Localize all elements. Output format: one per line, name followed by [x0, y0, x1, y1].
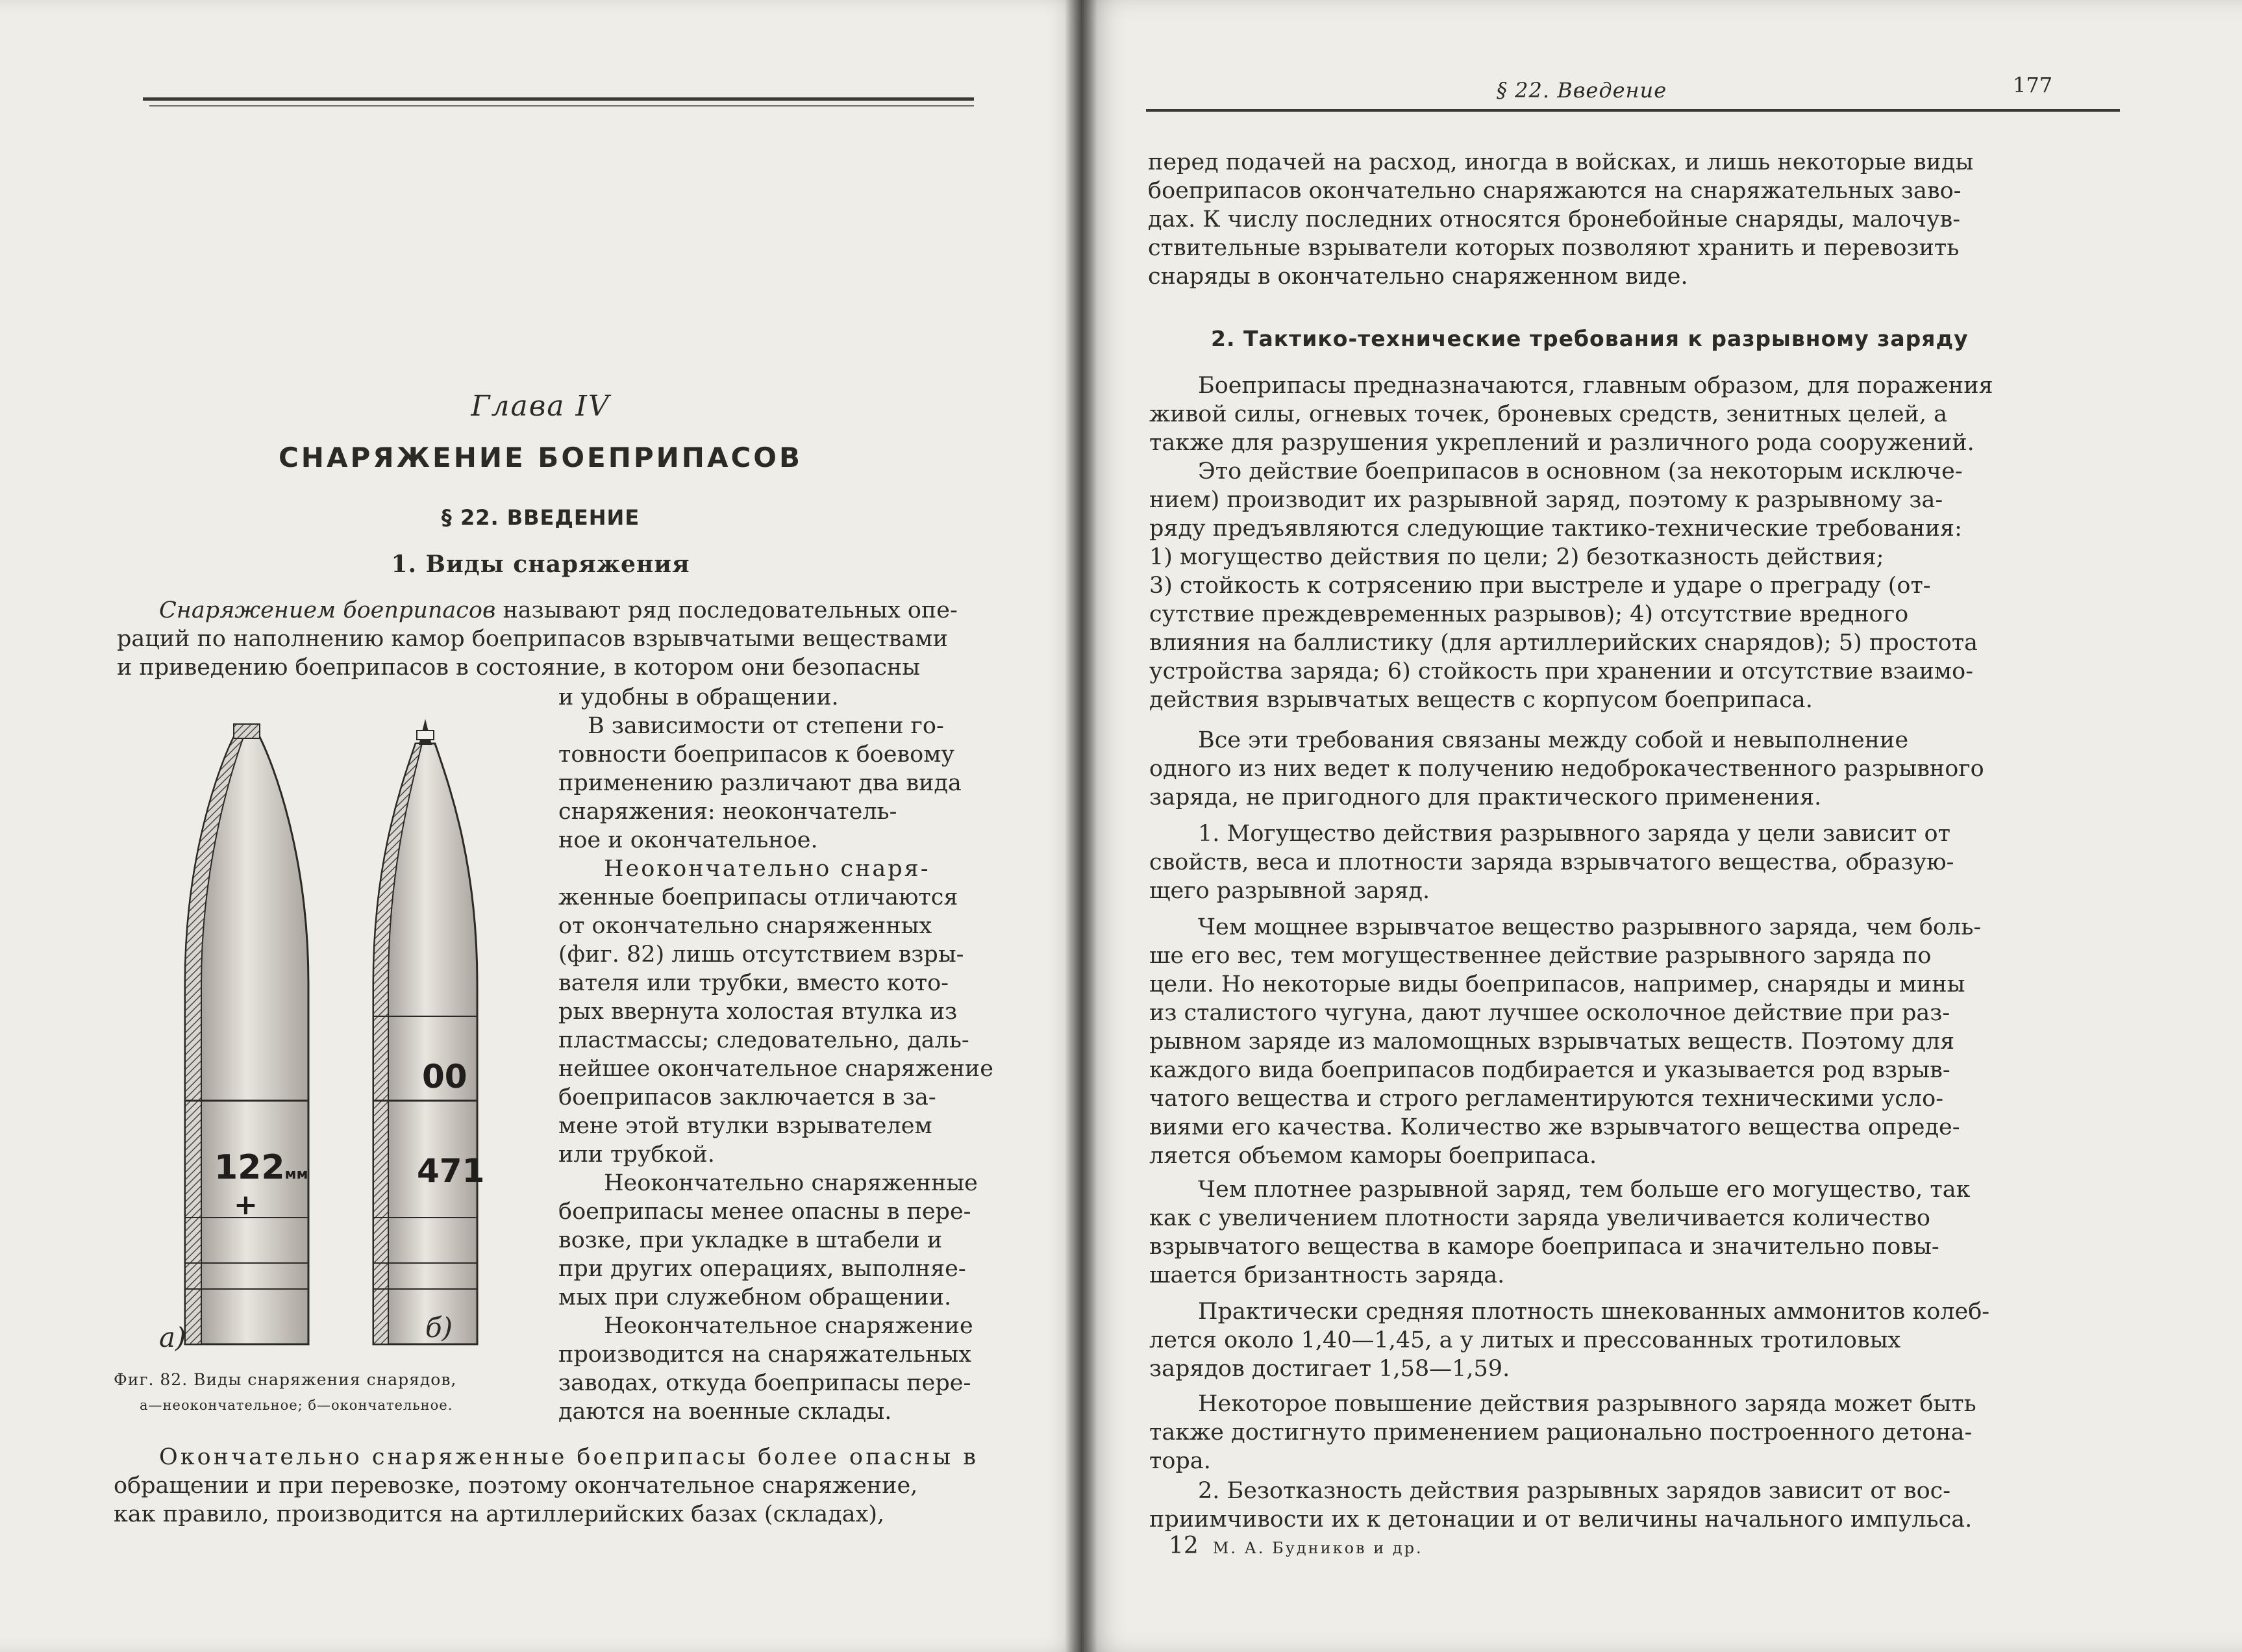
- text-line: боеприпасов окончательно снаряжаются на снаряжательных заво-: [1148, 178, 1962, 204]
- text-line: обращении и при перевозке, поэтому окончательное снаряжение,: [114, 1473, 918, 1499]
- text-line: Все эти требования связаны между собой и невыполнение: [1198, 727, 1909, 753]
- shell-b-marking-bottom: 471: [417, 1152, 485, 1190]
- shell-a-marking: 122мм: [214, 1148, 308, 1187]
- intro-first-rest: называют ряд последовательных: [495, 597, 908, 623]
- text-line: также для разрушения укреплений и различного рода сооружений.: [1149, 430, 1974, 456]
- top-rule: [143, 97, 974, 101]
- text-line: мых при служебном обращении.: [558, 1284, 952, 1310]
- text-line: Окончательно снаряженные боеприпасы более опасны в: [159, 1444, 978, 1470]
- text-line: каждого вида боеприпасов подбирается и указывается род взрыв-: [1149, 1057, 1950, 1083]
- signature-authors: М. А. Будников и др.: [1212, 1539, 1423, 1557]
- figure-caption: Фиг. 82. Виды снаряжения снарядов,: [114, 1370, 457, 1389]
- text-line: также достигнуто применением рационально построенного детона-: [1149, 1420, 1973, 1446]
- header-rule: [1146, 109, 2120, 112]
- right-page: [1081, 0, 2242, 1652]
- text-line: даются на военные склады.: [558, 1399, 892, 1425]
- text-line: нейшее окончательное снаряжение: [558, 1056, 993, 1082]
- shell-b: [373, 719, 484, 1344]
- text-line: действия взрывчатых веществ с корпусом боеприпаса.: [1149, 687, 1813, 713]
- text-line: нием) производит их разрывной заряд, поэтому к разрывному за-: [1149, 487, 1943, 513]
- text-line: и приведению боеприпасов в состояние, в котором они безопасны: [117, 655, 921, 681]
- text-line: Практически средняя плотность шнекованных аммонитов колеб-: [1198, 1299, 1990, 1325]
- text-line: боеприпасы менее опасны в пере-: [558, 1199, 971, 1225]
- text-line: ляется объемом каморы боеприпаса.: [1149, 1143, 1597, 1169]
- text-line: раций по наполнению камор боеприпасов взрывчатыми веществами: [117, 626, 948, 652]
- text-line: дах. К числу последних относятся бронебойные снаряды, малочув-: [1148, 206, 1961, 232]
- text-line: боеприпасов заключается в за-: [558, 1084, 936, 1110]
- intro-term: Снаряжением боеприпасов: [159, 597, 496, 623]
- text-line: 3) стойкость к сотрясению при выстреле и ударе о преграду (от-: [1149, 573, 1931, 599]
- page-number: 177: [2013, 73, 2053, 97]
- text-line: тора.: [1149, 1448, 1211, 1474]
- text-line: мене этой втулки взрывателем: [558, 1113, 932, 1139]
- chapter-label: Глава IV: [471, 390, 610, 423]
- text-line: от окончательно снаряженных: [558, 913, 932, 939]
- text-line: чатого вещества и строго регламентируются техническими усло-: [1149, 1086, 1944, 1112]
- text-line: приимчивости их к детонации и от величины начального импульса.: [1149, 1507, 1973, 1533]
- text-line: производится на снаряжательных: [558, 1342, 971, 1368]
- text-line: взрывчатого вещества в каморе боеприпаса и значительно повы-: [1149, 1234, 1939, 1260]
- text-line: В зависимости от степени го-: [588, 713, 944, 739]
- shell-b-marking-top: 00: [422, 1058, 467, 1095]
- text-line: шается бризантность заряда.: [1149, 1262, 1505, 1288]
- book-gutter: [1065, 0, 1097, 1652]
- text-line: пластмассы; следовательно, даль-: [558, 1027, 969, 1053]
- text-line: снаряжения: неокончатель-: [558, 799, 897, 825]
- shell-a: [185, 724, 308, 1344]
- text-line: товности боеприпасов к боевому: [558, 742, 955, 768]
- text-line: Неокончательно снаря-: [604, 856, 930, 882]
- text-line: Чем мощнее взрывчатое вещество разрывного заряда, чем боль-: [1198, 914, 1982, 940]
- text-line: Некоторое повышение действия разрывного заряда может быть: [1198, 1391, 1976, 1417]
- text-line: Неокончательно снаряженные: [604, 1170, 978, 1196]
- text-line: щего разрывной заряд.: [1149, 878, 1430, 904]
- text-line: 1. Могущество действия разрывного заряда у цели зависит от: [1198, 821, 1950, 847]
- text-line: свойств, веса и плотности заряда взрывчатого вещества, образую-: [1149, 849, 1954, 875]
- text-line: как правило, производится на артиллерийских базах (складах),: [114, 1501, 885, 1527]
- shell-figure: [123, 705, 539, 1347]
- text-line: опе-: [907, 597, 958, 623]
- shell-a-cross: +: [234, 1188, 258, 1221]
- text-line: при других операциях, выполняе-: [558, 1256, 966, 1282]
- text-line: устройства заряда; 6) стойкость при хранении и отсутствие взаимо-: [1149, 658, 1974, 684]
- subsection-title: 1. Виды снаряжения: [391, 551, 690, 578]
- text-line: одного из них ведет к получению недоброкачественного разрывного: [1149, 756, 1984, 782]
- text-line: рых ввернута холостая втулка из: [558, 999, 958, 1025]
- text-line: сутствие преждевременных разрывов); 4) отсутствие вредного: [1149, 601, 1909, 627]
- text-line: рывном заряде из маломощных взрывчатых веществ. Поэтому для: [1149, 1029, 1955, 1055]
- left-page: [0, 0, 1081, 1652]
- text-line: ствительные взрыватели которых позволяют хранить и перевозить: [1148, 235, 1960, 261]
- figure-caption-legend: а—неокончательное; б—окончательное.: [140, 1397, 453, 1413]
- text-line: из сталистого чугуна, дают лучшее осколочное действие при раз-: [1149, 1000, 1950, 1026]
- text-line: заводах, откуда боеприпасы пере-: [558, 1370, 971, 1396]
- text-line: снаряды в окончательно снаряженном виде.: [1148, 264, 1688, 290]
- text-line: Чем плотнее разрывной заряд, тем больше его могущество, так: [1198, 1177, 1971, 1203]
- text-line: ше его вес, тем могущественнее действие разрывного заряда по: [1149, 943, 1932, 969]
- text-line: цели. Но некоторые виды боеприпасов, например, снаряды и мины: [1149, 971, 1965, 997]
- text-line: влияния на баллистику (для артиллерийских снарядов); 5) простота: [1149, 630, 1978, 656]
- text-line: зарядов достигает 1,58—1,59.: [1149, 1356, 1510, 1382]
- text-line: как с увеличением плотности заряда увеличивается количество: [1149, 1205, 1931, 1231]
- top-rule-thin: [149, 105, 974, 106]
- signature-number: 12: [1169, 1533, 1199, 1559]
- figure-label-b: б): [425, 1312, 453, 1344]
- text-line: (фиг. 82) лишь отсутствием взры-: [558, 942, 964, 968]
- text-line: вателя или трубки, вместо кото-: [558, 970, 949, 996]
- text-line: ное и окончательное.: [558, 827, 818, 853]
- text-line: живой силы, огневых точек, броневых средств, зенитных целей, а: [1149, 401, 1947, 427]
- running-head: § 22. Введение: [1497, 78, 1667, 103]
- text-line: перед подачей на расход, иногда в войсках, и лишь некоторые виды: [1148, 149, 1974, 175]
- text-line: 2. Безотказность действия разрывных зарядов зависит от вос-: [1198, 1478, 1951, 1504]
- text-line: заряда, не пригодного для практического применения.: [1149, 784, 1822, 810]
- section-title: § 22. ВВЕДЕНИЕ: [441, 505, 640, 530]
- text-line: применению различают два вида: [558, 770, 962, 796]
- text-line: или трубкой.: [558, 1142, 715, 1168]
- subsection-title: 2. Тактико-технические требования к разрывному заряду: [1211, 326, 1969, 351]
- text-line: Это действие боеприпасов в основном (за некоторым исключе-: [1198, 458, 1963, 484]
- text-line: ряду предъявляются следующие тактико-технические требования:: [1149, 516, 1962, 542]
- text-line: Боеприпасы предназначаются, главным образом, для поражения: [1198, 373, 1993, 399]
- chapter-title: СНАРЯЖЕНИЕ БОЕПРИПАСОВ: [278, 442, 803, 473]
- text-line: виями его качества. Количество же взрывчатого вещества опреде-: [1149, 1114, 1960, 1140]
- text-line: женные боеприпасы отличаются: [558, 884, 958, 910]
- figure-label-a: а): [159, 1321, 186, 1353]
- text-line: возке, при укладке в штабели и: [558, 1227, 943, 1253]
- text-line: 1) могущество действия по цели; 2) безотказность действия;: [1149, 544, 1884, 570]
- printer-signature: [1169, 1533, 1423, 1559]
- text-line: Неокончательное снаряжение: [604, 1313, 973, 1339]
- intro-first-line: [159, 596, 958, 625]
- text-line: и удобны в обращении.: [558, 684, 839, 710]
- text-line: лется около 1,40—1,45, а у литых и прессованных тротиловых: [1149, 1327, 1901, 1353]
